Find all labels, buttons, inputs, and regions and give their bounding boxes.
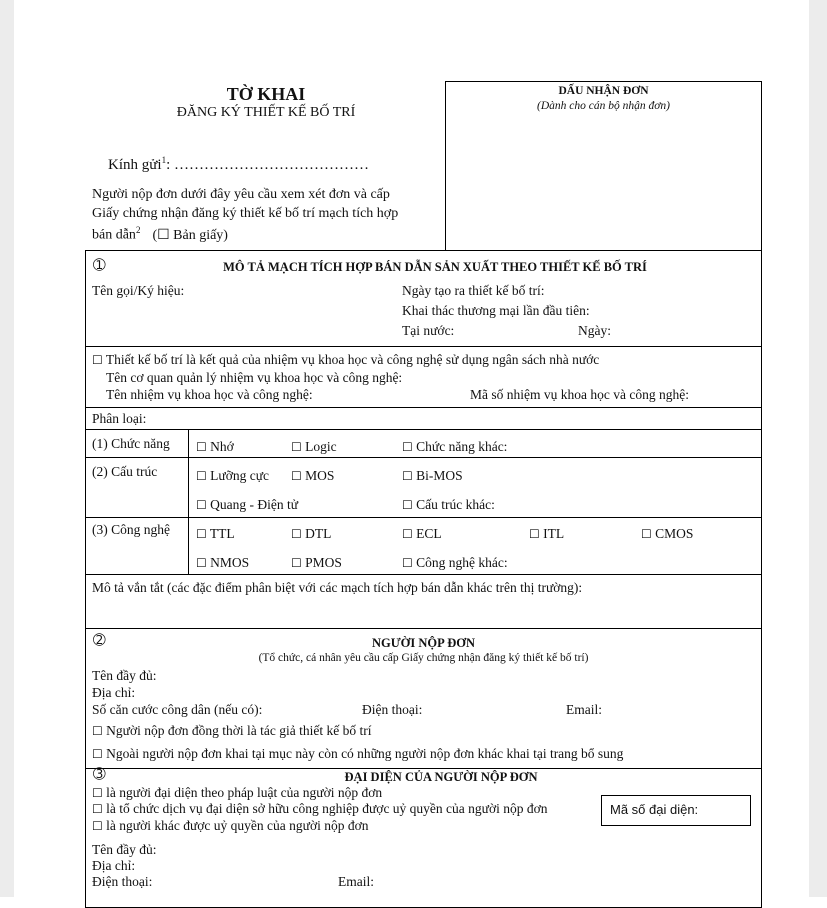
science-task-label: Thiết kế bố trí là kết quả của nhiệm vụ khoa học và công nghệ sử dụng ngân sách nhà nước <box>105 352 600 367</box>
section-1-divider-b <box>85 407 762 408</box>
rep-legal[interactable] <box>92 785 382 801</box>
section-3-title: ĐẠI DIỆN CỦA NGƯỜI NỘP ĐƠN <box>344 770 538 784</box>
stamp-box-title: DẤU NHẬN ĐƠN <box>558 85 649 97</box>
option-label: TTL <box>209 526 235 541</box>
section-1-number: ➀ <box>93 256 106 274</box>
technology-option-cmos[interactable] <box>641 526 693 542</box>
structure-option-bipolar[interactable] <box>196 468 269 484</box>
checkbox[interactable]: ☐ <box>402 498 413 512</box>
option-label: MOS <box>305 468 335 483</box>
checkbox[interactable]: ☐ <box>291 527 302 541</box>
section-2-title: NGƯỜI NỘP ĐƠN <box>371 636 475 650</box>
rep-other-label: là người khác được uỷ quyền của người nộp đơn <box>106 818 369 833</box>
checkbox[interactable]: ☐ <box>291 469 302 483</box>
classification-label: Phân loại: <box>92 411 147 426</box>
form-title: TỜ KHAI <box>226 84 306 104</box>
checkbox[interactable]: ☐ <box>291 556 302 570</box>
date-label[interactable]: Ngày: <box>578 323 611 338</box>
rep-address[interactable]: Địa chỉ: <box>92 858 136 873</box>
rep-other[interactable] <box>92 818 368 834</box>
request-line-1: Người nộp đơn dưới đây yêu cầu xem xét đơn và cấp <box>92 187 390 202</box>
first-exploit-label[interactable]: Khai thác thương mại lần đầu tiên: <box>402 303 590 318</box>
classification-row-divider-2 <box>85 517 762 518</box>
checkbox[interactable]: ☐ <box>402 556 413 570</box>
checkbox[interactable]: ☐ <box>92 724 103 738</box>
function-option-logic[interactable] <box>291 439 337 455</box>
applicant-email[interactable]: Email: <box>566 702 602 717</box>
option-label: Cấu trúc khác: <box>416 497 495 512</box>
rep-ip-agent-label: là tổ chức dịch vụ đại diện sở hữu công nghiệp được uỷ quyền của người nộp đơn <box>106 801 548 816</box>
design-name-label[interactable]: Tên gọi/Ký hiệu: <box>92 283 185 298</box>
applicant-phone[interactable]: Điện thoại: <box>362 702 423 717</box>
classification-row-divider-3 <box>85 574 762 575</box>
request-line-2: Giấy chứng nhận đăng ký thiết kế bố trí mạch tích hợp <box>92 206 399 221</box>
task-name-label[interactable]: Tên nhiệm vụ khoa học và công nghệ: <box>106 387 313 402</box>
structure-label: (2) Cấu trúc <box>92 464 158 479</box>
section-2-subtitle: (Tổ chức, cá nhân yêu cầu cấp Giấy chứng nhận đăng ký thiết kế bố trí) <box>258 652 589 664</box>
rep-legal-label: là người đại diện theo pháp luật của người nộp đơn <box>106 785 383 800</box>
option-label: ECL <box>416 526 442 541</box>
function-option-other[interactable] <box>402 439 507 455</box>
option-label: Quang - Điện tử <box>210 497 299 512</box>
checkbox[interactable]: ☐ <box>641 527 652 541</box>
function-option-memory[interactable] <box>196 439 234 455</box>
created-date-label[interactable]: Ngày tạo ra thiết kế bố trí: <box>402 283 545 298</box>
checkbox[interactable]: ☐ <box>92 802 103 816</box>
checkbox[interactable]: ☐ <box>92 819 103 833</box>
option-label: Bi-MOS <box>416 468 463 483</box>
science-task-checkbox[interactable]: ☐ <box>92 353 103 367</box>
recipient-line <box>108 155 369 174</box>
agency-label[interactable]: Tên cơ quan quản lý nhiệm vụ khoa học và công nghệ: <box>106 370 403 385</box>
technology-option-pmos[interactable] <box>291 555 342 571</box>
checkbox[interactable]: ☐ <box>92 786 103 800</box>
technology-label: (3) Công nghệ <box>92 522 170 537</box>
applicant-citizen-id[interactable]: Số căn cước công dân (nếu có): <box>92 702 263 717</box>
is-author-label: Người nộp đơn đồng thời là tác giả thiết kế bố trí <box>106 723 372 738</box>
technology-option-itl[interactable] <box>529 526 564 542</box>
technology-option-ttl[interactable] <box>196 526 235 542</box>
country-label[interactable]: Tại nước: <box>402 323 455 338</box>
recipient-label: Kính gửi <box>108 157 162 173</box>
applicant-full-name[interactable]: Tên đầy đủ: <box>92 668 157 683</box>
technology-option-ecl[interactable] <box>402 526 442 542</box>
form-subtitle: ĐĂNG KÝ THIẾT KẾ BỐ TRÍ <box>176 105 356 120</box>
structure-option-mos[interactable] <box>291 468 334 484</box>
classification-column-divider <box>188 429 189 574</box>
checkbox[interactable]: ☐ <box>196 498 207 512</box>
option-label: CMOS <box>655 526 694 541</box>
option-label: PMOS <box>305 555 342 570</box>
request-line-3-text: bán dẫn <box>92 227 136 243</box>
rep-full-name[interactable]: Tên đầy đủ: <box>92 842 157 857</box>
section-1-divider-a <box>85 346 762 347</box>
section-2-number: ➁ <box>93 631 106 649</box>
option-label: Logic <box>305 439 337 454</box>
structure-option-other[interactable] <box>402 497 495 513</box>
rep-email[interactable]: Email: <box>338 874 374 889</box>
section-3-number: ➂ <box>93 765 106 783</box>
checkbox[interactable]: ☐ <box>196 440 207 454</box>
technology-option-nmos[interactable] <box>196 555 249 571</box>
section-1-title: MÔ TẢ MẠCH TÍCH HỢP BÁN DẪN SẢN XUẤT THEO THIẾT KẾ BỐ TRÍ <box>223 260 647 274</box>
option-label: Công nghệ khác: <box>416 555 508 570</box>
checkbox[interactable]: ☐ <box>529 527 540 541</box>
paper-option[interactable]: (☐ Bản giấy) <box>152 227 228 243</box>
footnote-2: 2 <box>135 225 141 235</box>
page-margin-left <box>0 0 14 897</box>
option-label: Nhớ <box>210 439 234 454</box>
footnote-1: 1 <box>161 155 167 165</box>
rep-ip-agent[interactable] <box>92 801 548 817</box>
option-label: Lưỡng cực <box>210 468 270 483</box>
checkbox[interactable]: ☐ <box>402 527 413 541</box>
classification-row-divider-1 <box>85 457 762 458</box>
option-label: NMOS <box>210 555 250 570</box>
technology-option-other[interactable] <box>402 555 508 571</box>
stamp-box-subtitle: (Dành cho cán bộ nhận đơn) <box>537 100 670 112</box>
checkbox[interactable]: ☐ <box>196 556 207 570</box>
request-line-3 <box>92 225 228 244</box>
applicant-is-author[interactable] <box>92 723 371 739</box>
option-label: Chức năng khác: <box>416 439 508 454</box>
function-label: (1) Chức năng <box>92 436 170 451</box>
section-1-divider-c <box>85 429 762 430</box>
checkbox[interactable]: ☐ <box>196 527 207 541</box>
checkbox[interactable]: ☐ <box>402 469 413 483</box>
structure-option-bimos[interactable] <box>402 468 463 484</box>
rep-phone[interactable]: Điện thoại: <box>92 874 153 889</box>
structure-option-optoelectronic[interactable] <box>196 497 298 513</box>
applicant-others[interactable] <box>92 746 623 762</box>
checkbox[interactable]: ☐ <box>291 440 302 454</box>
option-label: ITL <box>543 526 565 541</box>
task-code-label[interactable]: Mã số nhiệm vụ khoa học và công nghệ: <box>470 387 689 402</box>
others-label: Ngoài người nộp đơn khai tại mục này còn có những người nộp đơn khác khai tại trang bổ sung <box>106 746 624 761</box>
page-margin-right <box>809 0 827 897</box>
checkbox[interactable]: ☐ <box>92 747 103 761</box>
recipient-dots[interactable]: : ………………………………… <box>166 157 369 173</box>
science-task-row <box>92 352 599 368</box>
technology-option-dtl[interactable] <box>291 526 331 542</box>
rep-code-label: Mã số đại diện: <box>610 802 699 817</box>
checkbox[interactable]: ☐ <box>402 440 413 454</box>
short-description-label[interactable]: Mô tả vắn tắt (các đặc điểm phân biệt với các mạch tích hợp bán dẫn khác trên thị trường): <box>92 580 583 595</box>
applicant-address[interactable]: Địa chỉ: <box>92 685 136 700</box>
option-label: DTL <box>305 526 332 541</box>
checkbox[interactable]: ☐ <box>196 469 207 483</box>
